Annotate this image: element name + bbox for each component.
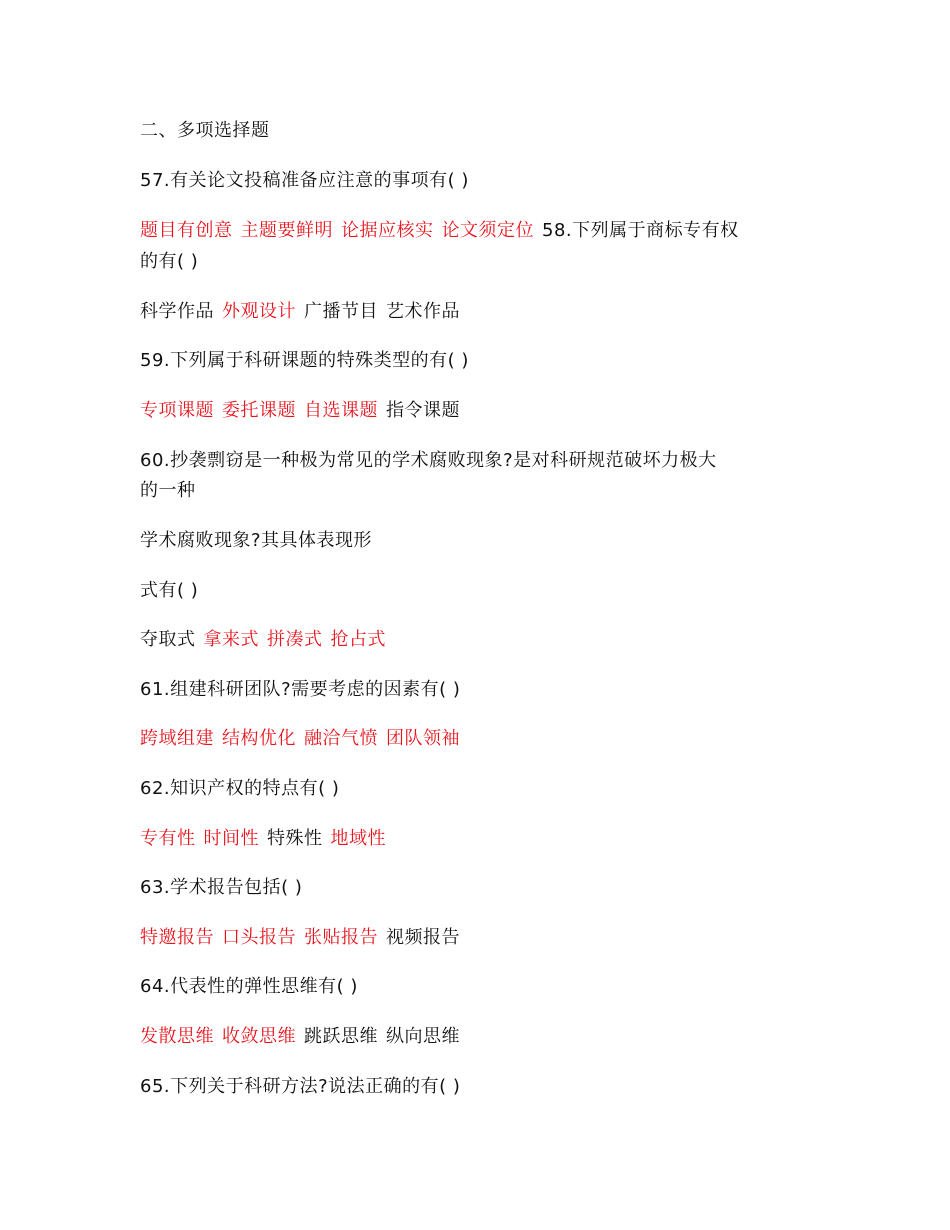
option-64-4: 纵向思维 bbox=[386, 1026, 460, 1047]
option-64-2: 收敛思维 bbox=[222, 1026, 296, 1047]
option-60-4: 抢占式 bbox=[330, 629, 386, 650]
option-59-2: 委托课题 bbox=[222, 400, 296, 421]
question-60-line3 bbox=[140, 526, 372, 556]
option-57-3: 论据应核实 bbox=[341, 220, 434, 241]
option-63-1: 特邀报告 bbox=[140, 927, 214, 948]
question-62 bbox=[140, 774, 339, 804]
option-58-3: 广播节目 bbox=[304, 301, 378, 322]
question-60-line4 bbox=[140, 576, 198, 606]
option-64-1: 发散思维 bbox=[140, 1026, 214, 1047]
question-64-stem: 64.代表性的弹性思维有( ) bbox=[140, 976, 358, 997]
question-59 bbox=[140, 346, 469, 376]
option-59-4: 指令课题 bbox=[386, 400, 460, 421]
option-58-4: 艺术作品 bbox=[386, 301, 460, 322]
question-58-stem-part2: 的有( ) bbox=[140, 251, 199, 272]
option-61-4: 团队领袖 bbox=[386, 728, 460, 749]
answers-58 bbox=[140, 297, 460, 327]
question-65-stem: 65.下列关于科研方法?说法正确的有( ) bbox=[140, 1076, 461, 1097]
answers-59 bbox=[140, 396, 460, 426]
option-63-4: 视频报告 bbox=[386, 927, 460, 948]
option-59-1: 专项课题 bbox=[140, 400, 214, 421]
option-57-2: 主题要鲜明 bbox=[240, 220, 333, 241]
question-63 bbox=[140, 873, 302, 903]
question-61 bbox=[140, 675, 460, 705]
section-title-text: 二、多项选择题 bbox=[140, 120, 270, 141]
question-60-stem-line1: 60.抄袭剽窃是一种极为常见的学术腐败现象?是对科研规范破坏力极大 bbox=[140, 450, 717, 471]
option-62-2: 时间性 bbox=[203, 828, 259, 849]
question-60-line2 bbox=[140, 476, 196, 506]
question-60-line1 bbox=[140, 446, 717, 476]
option-59-3: 自选课题 bbox=[304, 400, 378, 421]
option-61-1: 跨域组建 bbox=[140, 728, 214, 749]
question-58 bbox=[140, 247, 198, 277]
option-62-3: 特殊性 bbox=[267, 828, 323, 849]
option-61-3: 融洽气愤 bbox=[304, 728, 378, 749]
answers-64 bbox=[140, 1022, 460, 1052]
answers-63 bbox=[140, 923, 460, 953]
option-60-3: 拼凑式 bbox=[267, 629, 323, 650]
question-58-stem-part1: 58.下列属于商标专有权 bbox=[542, 220, 739, 241]
option-58-2: 外观设计 bbox=[222, 301, 296, 322]
answers-62 bbox=[140, 824, 386, 854]
question-59-stem: 59.下列属于科研课题的特殊类型的有( ) bbox=[140, 350, 469, 371]
option-60-2: 拿来式 bbox=[203, 629, 259, 650]
question-60-stem-line2: 的一种 bbox=[140, 480, 196, 501]
answers-60 bbox=[140, 625, 386, 655]
option-62-1: 专有性 bbox=[140, 828, 196, 849]
question-63-stem: 63.学术报告包括( ) bbox=[140, 877, 303, 898]
answers-57 bbox=[140, 216, 739, 246]
option-57-4: 论文须定位 bbox=[441, 220, 534, 241]
option-63-2: 口头报告 bbox=[222, 927, 296, 948]
question-57-stem: 57.有关论文投稿准备应注意的事项有( ) bbox=[140, 170, 469, 191]
question-60-stem-line3: 学术腐败现象?其具体表现形 bbox=[140, 530, 373, 551]
question-60-stem-line4: 式有( ) bbox=[140, 580, 199, 601]
option-57-1: 题目有创意 bbox=[140, 220, 233, 241]
option-61-2: 结构优化 bbox=[222, 728, 296, 749]
option-60-1: 夺取式 bbox=[140, 629, 196, 650]
question-65 bbox=[140, 1072, 460, 1102]
option-62-4: 地域性 bbox=[330, 828, 386, 849]
question-62-stem: 62.知识产权的特点有( ) bbox=[140, 778, 340, 799]
option-63-3: 张贴报告 bbox=[304, 927, 378, 948]
answers-61 bbox=[140, 724, 460, 754]
question-57 bbox=[140, 166, 469, 196]
option-58-1: 科学作品 bbox=[140, 301, 214, 322]
question-61-stem: 61.组建科研团队?需要考虑的因素有( ) bbox=[140, 679, 461, 700]
question-64 bbox=[140, 972, 358, 1002]
option-64-3: 跳跃思维 bbox=[304, 1026, 378, 1047]
section-title bbox=[140, 116, 270, 146]
